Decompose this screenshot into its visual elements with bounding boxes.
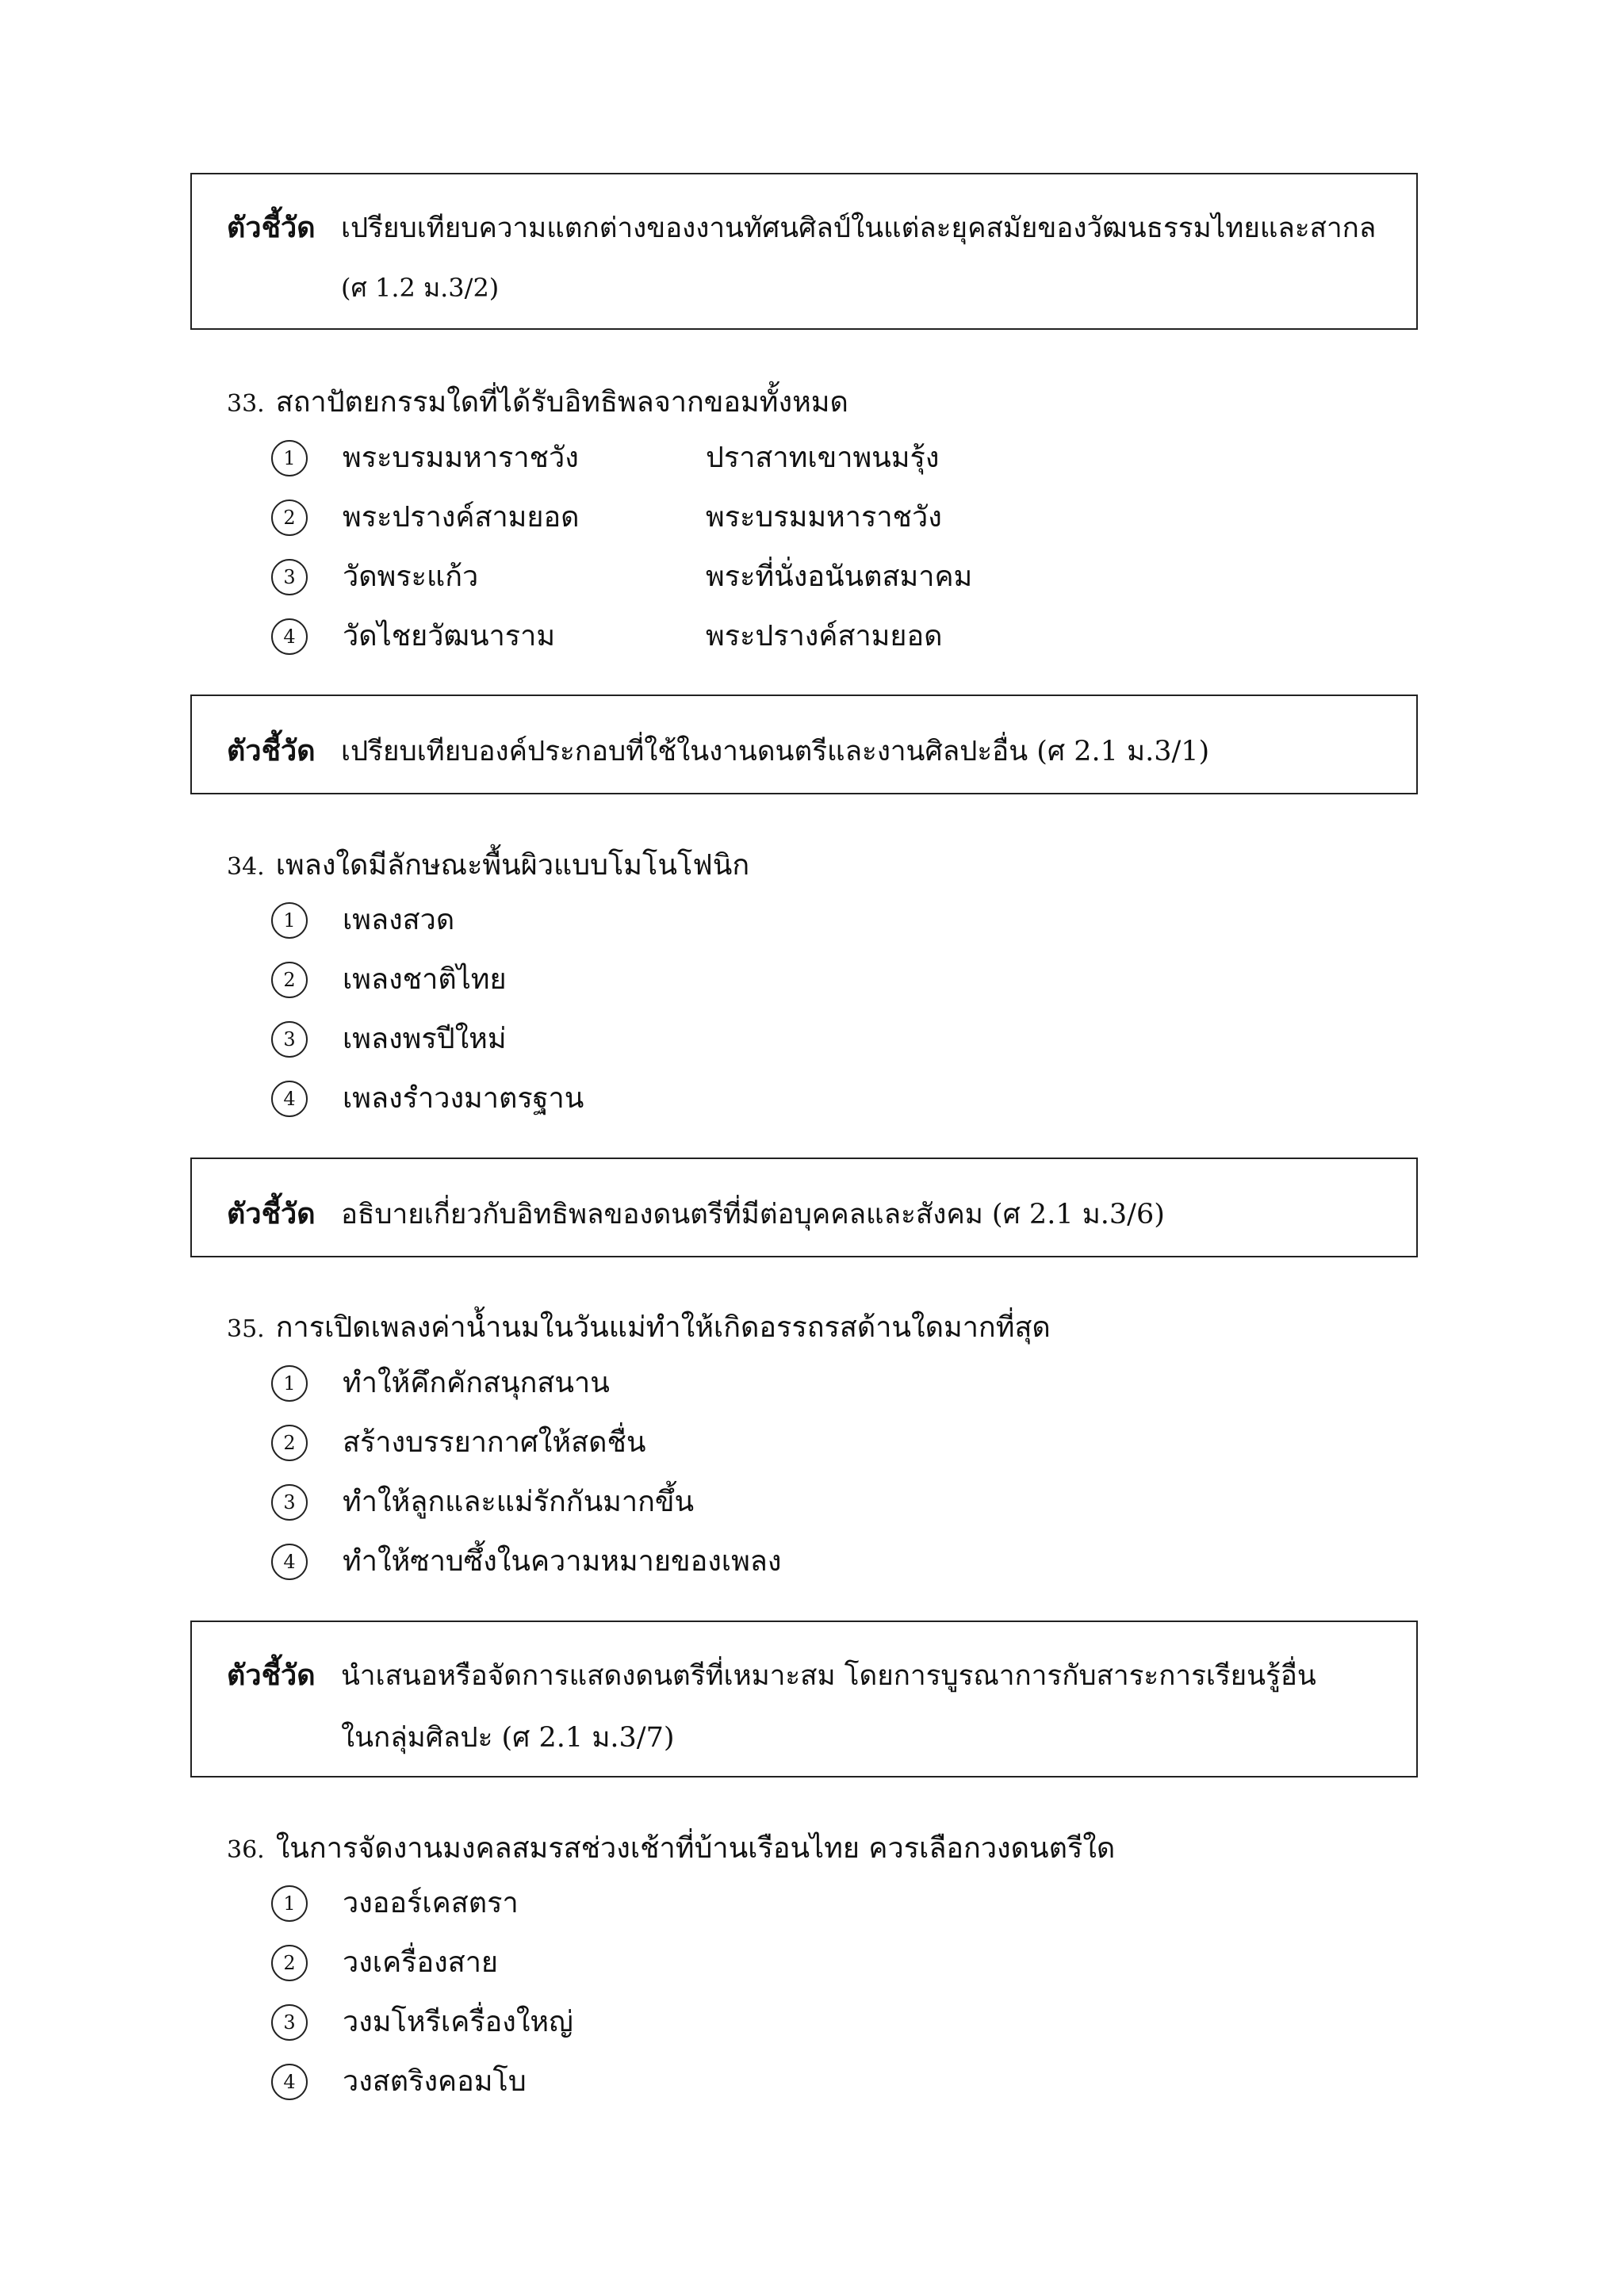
option-text-secondary: พระบรมมหาราชวัง — [706, 501, 942, 534]
indicator-text: เปรียบเทียบองค์ประกอบที่ใช้ในงานดนตรีและงานศิลปะอื่น (ศ 2.1 ม.3/1) — [341, 736, 1210, 767]
question-number: 34. — [227, 853, 265, 881]
indicator-label: ตัวชี้วัด — [227, 211, 316, 244]
indicator-text: นำเสนอหรือจัดการแสดงดนตรีที่เหมาะสม โดยการบูรณาการกับสาระการเรียนรู้อื่น — [341, 1660, 1316, 1692]
option-number-circle: 2 — [271, 499, 308, 536]
option-text: วัดพระแก้ว — [343, 561, 479, 593]
option-text: วงมโหรีเครื่องใหญ่ — [343, 2006, 573, 2038]
option-number-circle: 4 — [271, 2064, 308, 2100]
indicator-label: ตัวชี้วัด — [227, 734, 316, 767]
option-number-circle: 1 — [271, 1365, 308, 1402]
question-text: เพลงใดมีลักษณะพื้นผิวแบบโมโนโฟนิก — [275, 849, 750, 882]
option-number-circle: 1 — [271, 902, 308, 939]
option-number-circle: 4 — [271, 618, 308, 655]
option-number-circle: 2 — [271, 1425, 308, 1461]
option-number-circle: 2 — [271, 1945, 308, 1981]
indicator-label: ตัวชี้วัด — [227, 1197, 316, 1230]
indicator-code: ในกลุ่มศิลปะ (ศ 2.1 ม.3/7) — [341, 1722, 675, 1754]
option-text: วงสตริงคอมโบ — [343, 2065, 527, 2098]
indicator-code: (ศ 1.2 ม.3/2) — [341, 273, 500, 303]
option-number-circle: 3 — [271, 2004, 308, 2041]
option-number-circle: 1 — [271, 440, 308, 476]
option-number-circle: 2 — [271, 962, 308, 998]
option-text: เพลงชาติไทย — [343, 963, 507, 996]
option-text: วงเครื่องสาย — [343, 1946, 498, 1979]
question-text: ในการจัดงานมงคลสมรสช่วงเช้าที่บ้านเรือนไทย ควรเลือกวงดนตรีใด — [275, 1832, 1116, 1865]
question-number: 35. — [227, 1315, 265, 1343]
option-number-circle: 3 — [271, 1021, 308, 1058]
option-text: สร้างบรรยากาศให้สดชื่น — [343, 1426, 646, 1459]
option-number-circle: 3 — [271, 559, 308, 595]
question-36 — [227, 1825, 1115, 1870]
option-text: เพลงพรปีใหม่ — [343, 1023, 507, 1055]
indicator-box-36 — [190, 1621, 1418, 1777]
option-number-circle: 4 — [271, 1081, 308, 1117]
option-text: ทำให้ลูกและแม่รักกันมากขึ้น — [343, 1486, 695, 1518]
indicator-box-35 — [190, 1158, 1418, 1257]
indicator-box-34 — [190, 695, 1418, 794]
indicator-box-33 — [190, 173, 1418, 330]
option-text: ทำให้ซาบซึ้งในความหมายของเพลง — [343, 1545, 782, 1578]
option-text: เพลงรำวงมาตรฐาน — [343, 1082, 584, 1115]
question-text: การเปิดเพลงค่าน้ำนมในวันแม่ทำให้เกิดอรรถรสด้านใดมากที่สุด — [275, 1311, 1051, 1344]
option-text-secondary: พระปรางค์สามยอด — [706, 620, 943, 652]
option-text: วงออร์เคสตรา — [343, 1887, 519, 1919]
option-number-circle: 4 — [271, 1544, 308, 1580]
question-35 — [227, 1304, 1051, 1349]
indicator-text: อธิบายเกี่ยวกับอิทธิพลของดนตรีที่มีต่อบุคคลและสังคม (ศ 2.1 ม.3/6) — [341, 1199, 1165, 1230]
option-text: เพลงสวด — [343, 904, 455, 936]
indicator-label: ตัวชี้วัด — [227, 1659, 316, 1692]
question-33 — [227, 379, 848, 424]
question-34 — [227, 842, 749, 887]
option-text: ทำให้คึกคักสนุกสนาน — [343, 1367, 610, 1399]
option-text-secondary: ปราสาทเขาพนมรุ้ง — [706, 442, 940, 474]
question-text: สถาปัตยกรรมใดที่ได้รับอิทธิพลจากขอมทั้งหมด — [275, 386, 848, 419]
option-text: วัดไชยวัฒนาราม — [343, 620, 556, 652]
option-number-circle: 1 — [271, 1885, 308, 1922]
option-text: พระปรางค์สามยอด — [343, 501, 580, 534]
question-number: 36. — [227, 1836, 265, 1864]
option-text: พระบรมมหาราชวัง — [343, 442, 579, 474]
option-text-secondary: พระที่นั่งอนันตสมาคม — [706, 561, 973, 593]
option-number-circle: 3 — [271, 1484, 308, 1521]
question-number: 33. — [227, 390, 265, 418]
indicator-text: เปรียบเทียบความแตกต่างของงานทัศนศิลป์ในแต่ละยุคสมัยของวัฒนธรรมไทยและสากล — [341, 212, 1377, 244]
